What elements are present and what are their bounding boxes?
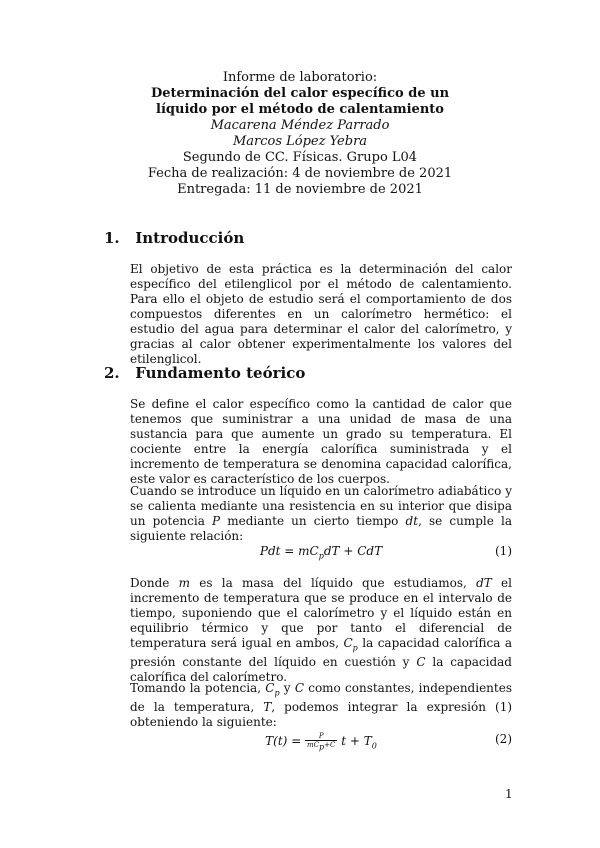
section-heading-introduction — [104, 229, 244, 247]
section-title: Fundamento teórico — [135, 364, 306, 382]
intro-paragraph: El objetivo de esta práctica es la determinación del calor específico del etilenglicol por el método de calentamiento. Para ello el objeto de estudio será el comportamiento de dos compuestos diferentes en un calorímetro hermético: el estudio del agua para determinar el calor del calorímetro, y gracias al calor obtener experimentalmente los valores del etilenglicol. — [130, 262, 512, 366]
theory-paragraph-2: Cuando se introduce un líquido en un calorímetro adiabático y se calienta mediante una resistencia en su interior que disipa un potencia P mediante un cierto tiempo dt, se cumple la siguiente relación: — [130, 484, 512, 543]
equation-1: Pdt = $mC_pdT$ + CdT (1) — [259, 544, 512, 561]
group-line: Segundo de CC. Físicas. Grupo L04 — [182, 150, 418, 165]
theory-paragraph-1: Se define el calor específico como la cantidad de calor que tenemos que suministrar a una unidad de masa de una sustancia para que aumente un grado su temperatura. El cociente entre la energía calorífica suministrada y el incremento de temperatura se denomina capacidad calorífica, este valor es característico de los cuerpos. — [130, 397, 512, 486]
date-delivered: Entregada: 11 de noviembre de 2021 — [177, 182, 423, 197]
date-done: Fecha de realización: 4 de noviembre de 2021 — [147, 166, 453, 181]
equation-number: (1) — [495, 544, 512, 558]
author-2: Marcos López Yebra — [232, 134, 368, 149]
page-number: 1 — [505, 787, 513, 801]
fraction: $\frac{P}{mC_p+C}$ — [307, 732, 336, 752]
report-kind: Informe de laboratorio: — [222, 70, 378, 85]
section-heading-theory — [104, 364, 305, 382]
section-number: 2. — [104, 364, 120, 382]
report-title-line-1: Determinación del calor específico de un — [150, 86, 450, 101]
equation-2: T(t) = $\frac{P}{mC_p+C}$ $t + T_0$ (2) — [265, 732, 512, 752]
theory-paragraph-4: Tomando la potencia, $C_p$ y C como constantes, independientes de la temperatura, T, podemos integrar la expresión (1) obteniendo la siguiente: — [130, 681, 513, 730]
author-1: Macarena Méndez Parrado — [210, 118, 390, 133]
report-title-line-2: líquido por el método de calentamiento — [156, 102, 444, 117]
section-number: 1. — [104, 229, 120, 247]
theory-paragraph-3: Donde m es la masa del líquido que estudiamos, dT el incremento de temperatura que se produce en el intervalo de tiempo, suponiendo que el calorímetro y el líquido están en equilibrio térmico y que por tanto el diferencial de temperatura será igual en ambos, $C_p$ la capacidad calorífica a presión constante del líquido en cuestión y C la capacidad calorífica del calorímetro. — [130, 576, 513, 685]
report-header — [0, 70, 600, 198]
equation-number: (2) — [495, 732, 512, 746]
section-title: Introducción — [135, 229, 245, 247]
